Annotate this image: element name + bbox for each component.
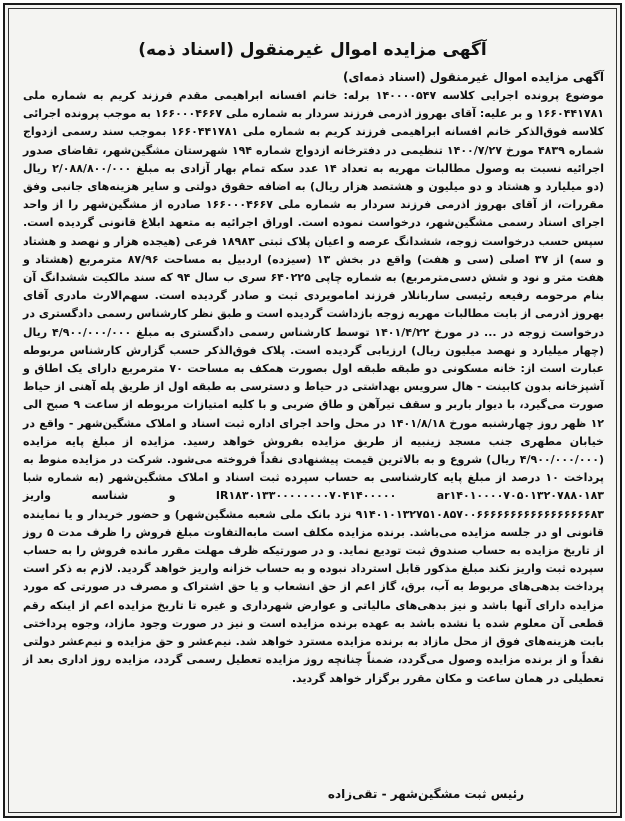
notice-signature: رئیس ثبت مشگین‌شهر - تقی‌زاده — [327, 787, 524, 801]
notice-title: آگهی مزایده اموال غیرمنقول (اسناد ذمه) — [138, 40, 487, 60]
notice-body: موضوع پرونده اجرایی کلاسه ۱۴۰۰۰۰۵۴۷ برله: خانم افسانه ابراهیمی مقدم فرزند کریم به شماره ملی ۱۶۶۰۴۴۱۷۸۱ و بر علیه: آقای بهروز اذرمی فرزند سردار به شماره ملی ۱۶۶۰۰۰۴۶۶۷ به موجب پرونده اجرائی کلاسه فوق‌الذکر خانم افسانه ابراهیمی فرزند کریم به شماره ملی ۱۶۶۰۴۴۱۷۸۱ بموجب سند رسمی ازدواج شماره ۴۸۳۹ مورخ ۱۴۰۰/۷/۲۷ تنظیمی در دفترخانه ازدواج شماره ۱۹۴ شهرستان مشگین‌شهر، تقاضای صدور اجرائیه نسبت به وصول مطالبات مهریه به تعداد ۱۴ عدد سکه تمام بهار آزادی به مبلغ ۲/۰۸۸/۸۰۰/۰۰۰ ریال (دو میلیارد و هشتاد و دو میلیون و هشتصد هزار ریال) به اضافه حقوق دولتی و سایر هزینه‌های جانبی وفق مقررات، از آقای بهروز اذرمی فرزند سردار به شماره ملی ۱۶۶۰۰۰۴۶۶۷ صادره از مشگین‌شهر را از واحد اجرای اسناد رسمی مشگین‌شهر، درخواست نموده است. اوراق اجرائیه به متعهد ابلاغ قانونی گردیده است. سپس حسب درخواست زوجه، ششدانگ عرصه و اعیان پلاک ثبتی ۱۸۹۸۳ فرعی (هیجده هزار و نهصد و هشتاد و سه) از ۳۷ اصلی (سی و هفت) واقع در بخش ۱۳ (سیزده) اردبیل به مساحت ۸۷/۹۶ مترمربع (هشتاد و هفت متر و نود و شش دسی‌مترمربع) به شماره چاپی ۶۴۰۲۲۵ سری ب سال ۹۴ که سند مالکیت ششدانگ آن بنام مرحومه رفیعه رئیسی ساربانلار فرزند امامویردی ثبت و صادر گردیده است. سهم‌الارث مادری آقای بهروز اذرمی از بابت مطالبات مهریه زوجه بازداشت گردیده است و طبق نظر کارشناس رسمی دادگستری در درخواست زوجه در ... در مورخ ۱۴۰۱/۴/۲۲ توسط کارشناس رسمی دادگستری به مبلغ ۴/۹۰۰/۰۰۰/۰۰۰ ریال (چهار میلیارد و نهصد میلیون ریال) ارزیابی گردیده است. پلاک فوق‌الذکر حسب گزارش کارشناس مربوطه عبارت است از: خانه مسکونی دو طبقه طبقه اول بصورت همکف به مساحت ۷۰ مترمربع دارای یک اطاق و آشپزخانه بدون کابینت - هال سرویس بهداشتی در حیاط و دسترسی به طبقه اول از طریق پله آهنی از حیاط صورت می‌گیرد، با دیوار باربر و سقف تیرآهن و طاق ضربی و با کلیه امتیازات مربوطه از ساعت ۹ صبح الی ۱۲ ظهر روز چهارشنبه مورخ ۱۴۰۱/۸/۱۸ در محل واحد اجرای اداره ثبت اسناد و املاک مشگین‌شهر - واقع در خیابان مطهری جنب مسجد زینبیه از طریق مزایده بفروش خواهد رسید. مزایده از مبلغ پایه مزایده (۴/۹۰۰/۰۰۰/۰۰۰ ریال) شروع و به بالاترین قیمت پیشنهادی نقداً فروخته می‌شود. شرکت در مزایده منوط به پرداخت ۱۰ درصد از مبلغ پایه کارشناسی به حساب سپرده ثبت اسناد و املاک مشگین‌شهر (به شماره شبا IR۱۸۳۰۱۳۳۰۰۰۰۰۰۰۰۷۰۴۱۴۰۰۰۰۰ ar۱۴۰۱۰۰۰۰۷۰۵۰۱۳۲۰۷۸۸۰۱۸۳ و شناسه واریز ۹۱۴۰۱۰۱۳۲۷۵۱۰۸۵۷۰۰۶۶۶۶۶۶۶۶۶۶۶۶۶۶۶۶۶۸۳ نزد بانک ملی شعبه مشگین‌شهر) و حضور خریدار و یا نماینده قانونی او در جلسه مزایده می‌باشد. برنده مزایده مکلف است مابه‌التفاوت مبلغ فروش را ظرف مدت ۵ روز از تاریخ مزایده به حساب صندوق ثبت تودیع نماید. و در صورتیکه ظرف مهلت مقرر مانده فروش را به حساب سپرده ثبت واریز نکند مبلغ مذکور قابل استرداد نبوده و به حساب خزانه واریز خواهد گردید. لازم به ذکر است پرداخت بدهی‌های مربوط به آب، برق، گاز اعم از حق انشعاب و یا حق اشتراک و مصرف در صورتی که مورد مزایده دارای آنها باشد و نیز بدهی‌های مالیاتی و عوارض شهرداری و غیره تا تاریخ مزایده اعم از اینکه رقم قطعی آن معلوم شده یا نشده باشد به عهده برنده مزایده است و نیز در صورت وجود مازاد، وجوه پرداختی بابت هزینه‌های فوق از محل مازاد به برنده مزایده مسترد خواهد شد. نیم‌عشر و حق مزایده و نیم‌عشر دولتی نقداً و از برنده مزایده وصول می‌گردد، ضمناً چنانچه روز مزایده تعطیل رسمی گردد، مزایده روز اداری بعد از تعطیلی در همان ساعت و مکان مقرر برگزار خواهد گردید. — [23, 89, 605, 685]
auction-notice — [3, 3, 622, 818]
notice-subtitle: آگهی مزایده اموال غیرمنقول (اسناد ذمه‌ای) — [342, 70, 604, 84]
